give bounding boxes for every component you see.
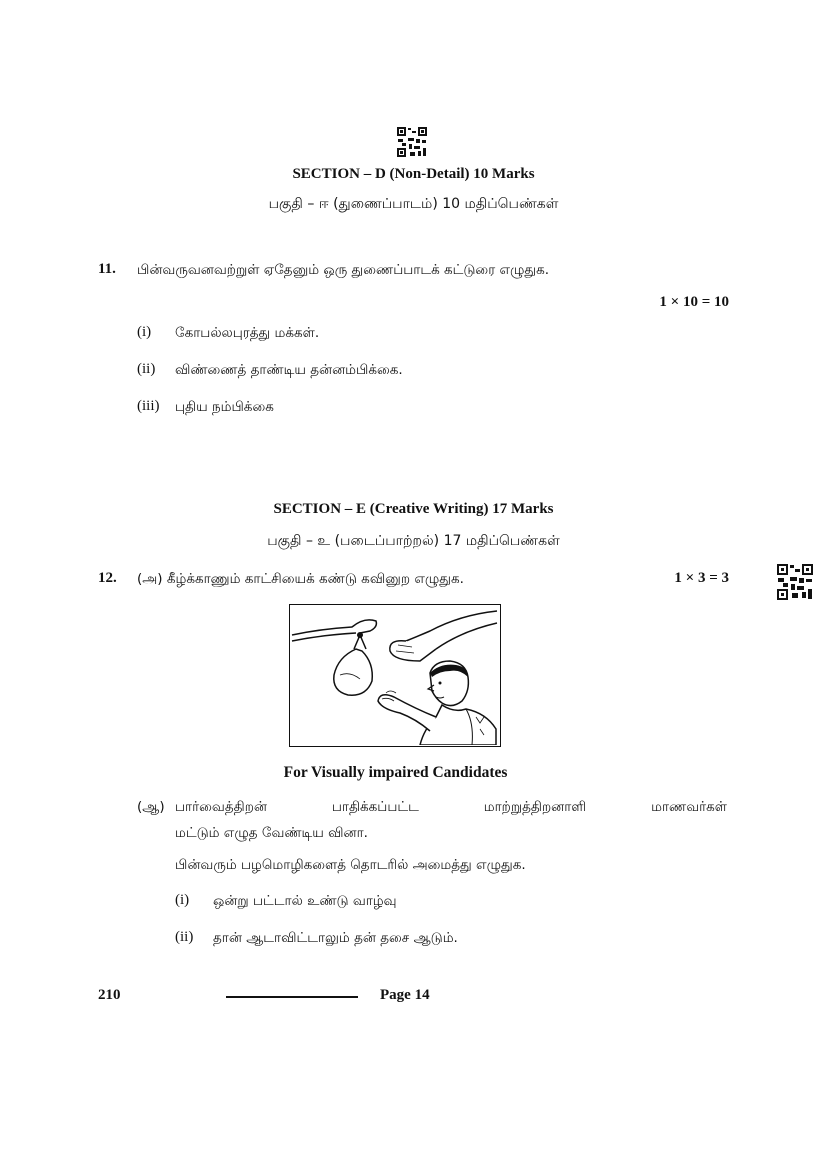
- q12-part-b-line2: மட்டும் எழுத வேண்டிய வினா.: [175, 825, 368, 841]
- man-hands: [378, 695, 436, 731]
- q11-marks: 1 × 10 = 10: [659, 294, 729, 310]
- q11-option-label: (i): [137, 324, 152, 340]
- qr-code-side: [776, 563, 814, 601]
- paper-code: 210: [98, 987, 121, 1003]
- q12-part-b-label: (ஆ): [137, 799, 165, 815]
- q11-option-text: புதிய நம்பிக்கை: [175, 399, 274, 415]
- q12-option-text: தான் ஆடாவிட்டாலும் தன் தசை ஆடும்.: [213, 930, 458, 946]
- q12-number: 12.: [98, 570, 117, 586]
- section-e-heading: SECTION – E (Creative Writing) 17 Marks: [273, 501, 554, 517]
- qr-code-top: [396, 126, 428, 158]
- section-e-tamil-heading: பகுதி – உ (படைப்பாற்றல்) 17 மதிப்பெண்கள்: [267, 533, 560, 549]
- q11-option-label: (iii): [137, 398, 160, 414]
- section-d-tamil-heading: பகுதி – ஈ (துணைப்பாடம்) 10 மதிப்பெண்கள்: [268, 196, 559, 212]
- q12-part-a: (அ) கீழ்க்காணும் காட்சியைக் கண்டு கவினுற எழுதுக.: [137, 571, 464, 587]
- q11-option-text: விண்ணைத் தாண்டிய தன்னம்பிக்கை.: [175, 362, 403, 378]
- q11-text: பின்வருவனவற்றுள் ஏதேனும் ஒரு துணைப்பாடக் கட்டுரை எழுதுக.: [137, 262, 550, 278]
- footer-rule: [226, 996, 358, 998]
- scene-illustration: [289, 604, 501, 747]
- q12-instruction: பின்வரும் பழமொழிகளைத் தொடரில் அமைத்து எழுதுக.: [175, 857, 526, 873]
- q11-number: 11.: [98, 261, 116, 277]
- q12-option-label: (ii): [175, 929, 194, 945]
- vi-heading: For Visually impaired Candidates: [283, 764, 508, 781]
- money-bag: [334, 649, 373, 695]
- q12-marks: 1 × 3 = 3: [674, 570, 729, 586]
- q12-part-b-line1: பார்வைத்திறன் பாதிக்கப்பட்ட மாற்றுத்திறனாளி மாணவர்கள்: [175, 799, 727, 815]
- page-number: Page 14: [380, 987, 430, 1003]
- section-d-heading: SECTION – D (Non-Detail) 10 Marks: [292, 166, 535, 182]
- q11-option-text: கோபல்லபுரத்து மக்கள்.: [175, 325, 320, 341]
- q11-option-label: (ii): [137, 361, 156, 377]
- q12-option-label: (i): [175, 892, 190, 908]
- q12-option-text: ஒன்று பட்டால் உண்டு வாழ்வு: [213, 893, 397, 909]
